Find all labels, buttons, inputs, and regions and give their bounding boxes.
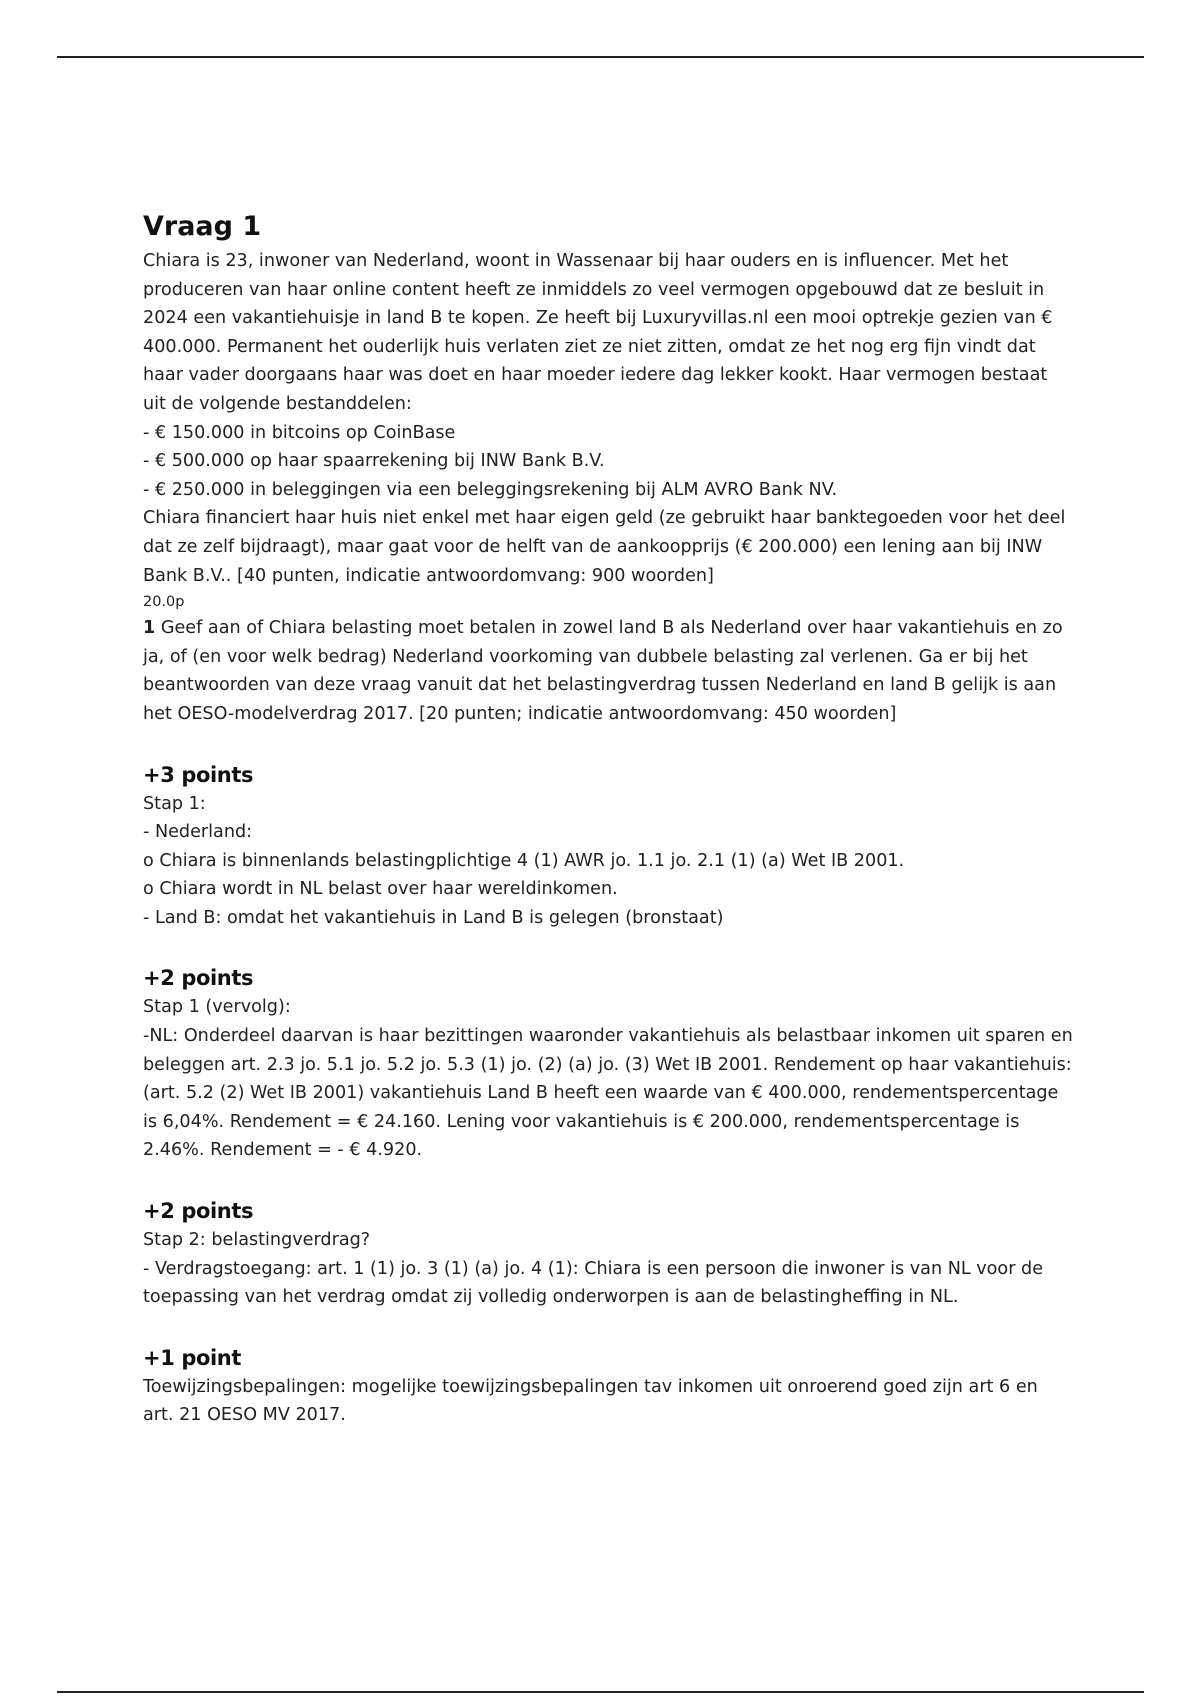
rubric-line: - Land B: omdat het vakantiehuis in Land B is gelegen (bronstaat) [143, 907, 724, 928]
footer-rule [57, 1691, 1144, 1693]
subquestion-number: 1 [143, 618, 156, 639]
rubric-line: Stap 1: [143, 793, 206, 814]
rubric-line: -NL: Onderdeel daarvan is haar bezittingen waaronder vakantiehuis als belastbaar inkomen uit sparen en beleggen art. 2.3 jo. 5.1 jo. 5.2 jo. 5.3 (1) jo. (2) (a) jo. (3) Wet IB 2001. Rendement op haar vakantiehuis: (art. 5.2 (2) Wet IB 2001) vakantiehuis Land B heeft een waarde van € 400.000, rendementspercentage is 6,04%. Rendement = € 24.160. Lening voor vakantiehuis is € 200.000, rendementspercentage is 2.46%. Rendement = - € 4.920. [143, 1026, 1073, 1161]
rubric-line: o Chiara is binnenlands belastingplichtige 4 (1) AWR jo. 1.1 jo. 2.1 (1) (a) Wet IB 2001. [143, 850, 905, 871]
subquestion [143, 614, 1073, 728]
rubric-line: Toewijzingsbepalingen: mogelijke toewijzingsbepalingen tav inkomen uit onroerend goed zijn art 6 en art. 21 OESO MV 2017. [143, 1376, 1038, 1426]
rubric-line: - Verdragstoegang: art. 1 (1) jo. 3 (1) (a) jo. 4 (1): Chiara is een persoon die inwoner is van NL voor de toepassing van het verdrag omdat zij volledig onderworpen is aan de belastingheffing in NL. [143, 1258, 1044, 1308]
rubric-block [143, 1196, 1073, 1312]
question-title: Vraag 1 [143, 211, 262, 242]
asset-line: - € 150.000 in bitcoins op CoinBase [143, 422, 456, 443]
rubric-line: Stap 2: belastingverdrag? [143, 1230, 371, 1251]
header-rule [57, 56, 1144, 58]
rubric-block [143, 963, 1073, 1165]
rubric-heading: +3 points [143, 762, 254, 787]
rubric-line: Stap 1 (vervolg): [143, 997, 291, 1018]
asset-line: - € 250.000 in beleggingen via een beleggingsrekening bij ALM AVRO Bank NV. [143, 479, 838, 500]
question-intro: Chiara is 23, inwoner van Nederland, woont in Wassenaar bij haar ouders en is influencer. Met het produceren van haar online content heeft ze inmiddels zo veel vermogen opgebouwd dat ze besluit in 2024 een vakantiehuisje in land B te kopen. Ze heeft bij Luxuryvillas.nl een mooi optrekje gezien van € 400.000. Permanent het ouderlijk huis verlaten ziet ze niet zitten, omdat ze het nog erg fijn vindt dat haar vader doorgaans haar was doet en haar moeder iedere dag lekker kookt. Haar vermogen bestaat uit de volgende bestanddelen: [143, 251, 1053, 414]
rubric-line: - Nederland: [143, 822, 253, 843]
rubric-line: o Chiara wordt in NL belast over haar wereldinkomen. [143, 879, 618, 900]
subquestion-text: Geef aan of Chiara belasting moet betalen in zowel land B als Nederland over haar vakantiehuis en zo ja, of (en voor welk bedrag) Nederland voorkoming van dubbele belasting zal verlenen. Ga er bij het beantwoorden van deze vraag vanuit dat het belastingverdrag tussen Nederland en land B gelijk is aan het OESO-modelverdrag 2017. [20 punten; indicatie antwoordomvang: 450 woorden] [143, 618, 1063, 724]
rubric-block [143, 1343, 1073, 1430]
rubric-heading: +2 points [143, 1199, 254, 1224]
asset-line: - € 500.000 op haar spaarrekening bij INW Bank B.V. [143, 451, 605, 472]
points-label: 20.0p [143, 594, 185, 611]
document-body [143, 210, 1073, 1430]
financing-text: Chiara financiert haar huis niet enkel met haar eigen geld (ze gebruikt haar banktegoeden voor het deel dat ze zelf bijdraagt), maar gaat voor de helft van de aankoopprijs (€ 200.000) een lening aan bij INW Bank B.V.. [40 punten, indicatie antwoordomvang: 900 woorden] [143, 508, 1066, 586]
rubric-heading: +2 points [143, 966, 254, 991]
rubric-block [143, 760, 1073, 933]
rubric-heading: +1 point [143, 1345, 241, 1370]
